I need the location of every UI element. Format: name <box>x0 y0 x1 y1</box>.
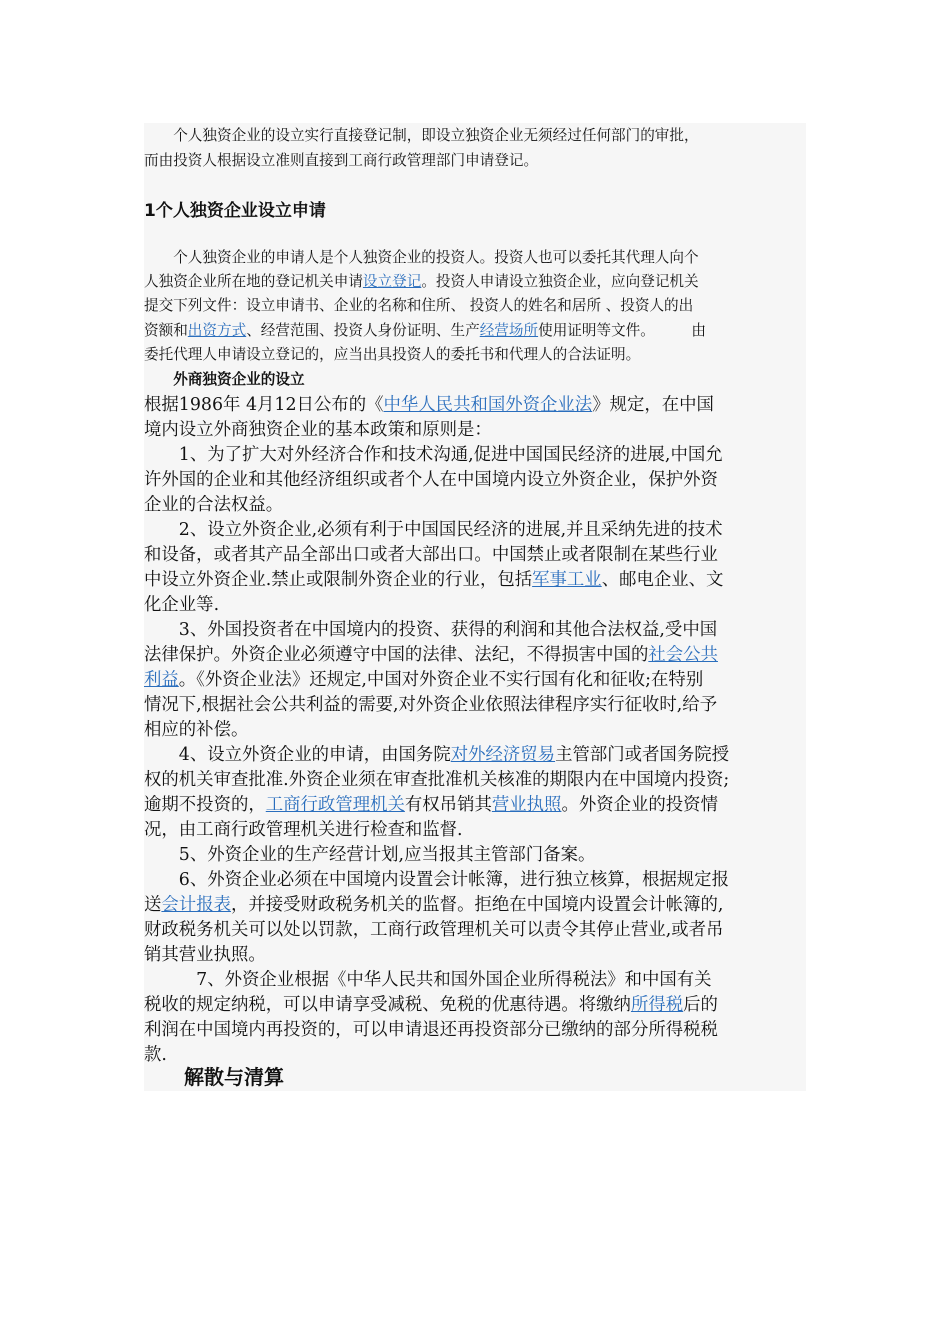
text-segment: 逾期不投资的， <box>144 795 266 815</box>
link-premises[interactable]: 经营场所 <box>479 322 539 339</box>
text-segment: 。《外资企业法》还规定,中国对外资企业不实行国有化和征收;在特别 <box>178 670 704 690</box>
item1-line-2: 许外国的企业和其他经济组织或者个人在中国境内设立外资企业，保护外资 <box>144 470 718 490</box>
text-segment: 、邮电企业、文 <box>601 570 724 590</box>
item3-line-4: 情况下,根据社会公共利益的需要,对外资企业依照法律程序实行征收时,给予 <box>144 695 718 715</box>
item1-line-3: 企业的合法权益。 <box>144 495 284 515</box>
text-segment: 后的 <box>683 995 718 1015</box>
item2-line-2: 和设备，或者其产品全部出口或者大部出口。中国禁止或者限制在某些行业 <box>144 545 718 565</box>
text-segment: 。投资人申请设立独资企业，应向登记机关 <box>421 273 699 290</box>
text-segment: 4、设立外资企业的申请，由国务院 <box>144 745 451 765</box>
intro-line-1: 个人独资企业的设立实行直接登记制，即设立独资企业无须经过任何部门的审批， <box>144 127 699 144</box>
link-public-interest[interactable]: 社会公共 <box>648 645 718 665</box>
section-title-foreign-enterprise: 外商独资企业的设立 <box>144 371 305 388</box>
s2-line-1 <box>144 392 714 418</box>
link-registration[interactable]: 设立登记 <box>362 273 422 290</box>
text-segment: 送 <box>144 895 162 915</box>
item3-line-2 <box>144 642 718 668</box>
text-segment: 人独资企业所在地的登记机关申请 <box>144 273 363 290</box>
s1-line-1: 个人独资企业的申请人是个人独资企业的投资人。投资人也可以委托其代理人向个 <box>144 249 699 266</box>
item6-line-2 <box>144 892 723 918</box>
text-segment: 法律保护。外资企业必须遵守中国的法律、法纪，不得损害中国的 <box>144 645 649 665</box>
item2-line-1: 2、设立外资企业,必须有利于中国国民经济的进展,并且采纳先进的技术 <box>144 520 723 540</box>
s1-line-5: 委托代理人申请设立登记的，应当出具投资人的委托书和代理人的合法证明。 <box>144 346 641 363</box>
item6-line-3: 财政税务机关可以处以罚款，工商行政管理机关可以责令其停止营业,或者吊 <box>144 920 724 940</box>
text-segment: 、经营范围、投资人身份证明、生产 <box>246 322 480 339</box>
item4-line-4: 况，由工商行政管理机关进行检查和监督. <box>144 820 463 840</box>
text-segment: 有权吊销其 <box>404 795 492 815</box>
item3-line-3 <box>144 667 703 693</box>
item4-line-1 <box>144 742 729 768</box>
item5-line-1: 5、外资企业的生产经营计划,应当报其主管部门备案。 <box>144 845 596 865</box>
text-segment: 使用证明等文件。 由 <box>538 322 706 339</box>
item7-line-2 <box>144 992 718 1018</box>
item7-line-3: 利润在中国境内再投资的，可以申请退还再投资部分已缴纳的部分所得税税 <box>144 1020 718 1040</box>
link-income-tax[interactable]: 所得税 <box>630 995 684 1015</box>
item7-line-1: 7、外资企业根据《中华人民共和国外国企业所得税法》和中国有关 <box>144 970 712 990</box>
item1-line-1: 1、为了扩大对外经济合作和技术沟通,促进中国国民经济的进展,中国允 <box>144 445 723 465</box>
text-segment: 主管部门或者国务院授 <box>555 745 729 765</box>
text-segment: 》规定，在中国 <box>592 395 714 415</box>
s1-line-3: 提交下列文件：设立申请书、企业的名称和住所、 投资人的姓名和居所 、投资人的出 <box>144 297 694 314</box>
item6-line-4: 销其营业执照。 <box>144 945 266 965</box>
link-foreign-enterprise-law[interactable]: 中华人民共和国外资企业法 <box>383 395 593 415</box>
link-accounting-report[interactable]: 会计报表 <box>161 895 231 915</box>
item2-line-3 <box>144 567 723 593</box>
link-admin-authority[interactable]: 工商行政管理机关 <box>265 795 405 815</box>
text-segment: 根据1986年 4月12日公布的《 <box>144 395 384 415</box>
text-segment: ，并接受财政税务机关的监督。拒绝在中国境内设置会计帐簿的, <box>230 895 724 915</box>
link-military-industry[interactable]: 军事工业 <box>532 570 602 590</box>
intro-line-2: 而由投资人根据设立准则直接到工商行政管理部门申请登记。 <box>144 152 539 169</box>
s2-line-2: 境内设立外商独资企业的基本政策和原则是： <box>144 420 492 440</box>
s1-line-2 <box>144 270 699 294</box>
item3-line-5: 相应的补偿。 <box>144 720 249 740</box>
text-segment: 资额和 <box>144 322 188 339</box>
text-segment: 中设立外资企业.禁止或限制外资企业的行业，包括 <box>144 570 533 590</box>
text-segment: 税收的规定纳税，可以申请享受减税、免税的优惠待遇。将缴纳 <box>144 995 631 1015</box>
link-foreign-trade[interactable]: 对外经济贸易 <box>450 745 556 765</box>
item3-line-1: 3、外国投资者在中国境内的投资、获得的利润和其他合法权益,受中国 <box>144 620 718 640</box>
item4-line-2: 权的机关审查批准.外资企业须在审查批准机关核准的期限内在中国境内投资; <box>144 770 730 790</box>
text-segment: 。外资企业的投资情 <box>561 795 718 815</box>
link-public-interest-cont[interactable]: 利益 <box>144 670 179 690</box>
section-title-sole-proprietorship: 1个人独资企业设立申请 <box>144 201 326 221</box>
section-title-dissolution: 解散与清算 <box>144 1065 284 1089</box>
link-business-license[interactable]: 营业执照 <box>491 795 562 815</box>
item6-line-1: 6、外资企业必须在中国境内设置会计帐簿，进行独立核算，根据规定报 <box>144 870 729 890</box>
item4-line-3 <box>144 792 718 818</box>
s1-line-4 <box>144 319 706 343</box>
item2-line-4: 化企业等. <box>144 595 220 615</box>
item7-line-4: 款. <box>144 1045 167 1065</box>
link-invest-mode[interactable]: 出资方式 <box>187 322 247 339</box>
